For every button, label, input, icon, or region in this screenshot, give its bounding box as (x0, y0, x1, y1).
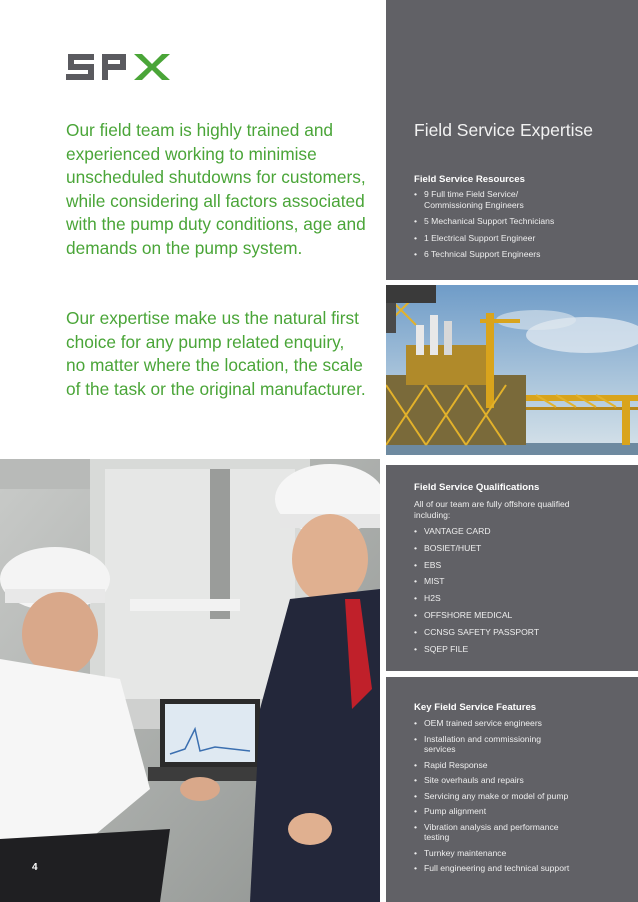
features-title: Key Field Service Features (414, 702, 537, 713)
list-item: • Full engineering and technical support (414, 863, 629, 874)
offshore-platform-photo (386, 285, 638, 455)
list-item: • Servicing any make or model of pump (414, 791, 629, 802)
features-list (414, 718, 629, 874)
list-item: • EBS (414, 560, 629, 571)
list-item: • 1 Electrical Support Engineer (414, 233, 629, 244)
list-item: • OFFSHORE MEDICAL (414, 610, 629, 621)
list-item: • Pump alignment (414, 806, 629, 817)
list-item: • Installation and commissioning services (414, 734, 564, 755)
panel-title: Field Service Expertise (414, 120, 593, 140)
list-item: • BOSIET/HUET (414, 543, 629, 554)
resources-title: Field Service Resources (414, 174, 525, 185)
list-item: • H2S (414, 593, 629, 604)
list-item: • OEM trained service engineers (414, 718, 629, 729)
key-field-service-features-panel (386, 677, 638, 902)
list-item: • SQEP FILE (414, 644, 629, 655)
spx-logo (66, 50, 176, 84)
page-number: 4 (32, 862, 38, 873)
resources-list (414, 189, 629, 260)
intro-paragraph-1: Our field team is highly trained and experienced working to minimise unscheduled shutdowns for customers, while considering all factors associated with the pump duty conditions, age and demands on the pump system. (66, 120, 366, 258)
qualifications-intro: All of our team are fully offshore qualified including: (414, 499, 570, 520)
list-item: • Rapid Response (414, 760, 629, 771)
list-item: • Site overhauls and repairs (414, 775, 629, 786)
field-service-qualifications-panel (386, 465, 638, 671)
qualifications-list (414, 526, 629, 654)
list-item: • Vibration analysis and performance testing (414, 822, 574, 843)
list-item: • CCNSG SAFETY PASSPORT (414, 627, 629, 638)
list-item: • 9 Full time Field Service/ Commissioning Engineers (414, 189, 564, 210)
list-item: • MIST (414, 576, 629, 587)
list-item: • 5 Mechanical Support Technicians (414, 216, 629, 227)
qualifications-title: Field Service Qualifications (414, 482, 540, 493)
list-item: • VANTAGE CARD (414, 526, 629, 537)
engineers-photo (0, 459, 380, 902)
field-service-expertise-panel (386, 0, 638, 280)
intro-paragraph-2: Our expertise make us the natural first choice for any pump related enquiry, no matter where the location, the scale of the task or the original manufacturer. (66, 308, 366, 399)
list-item: • 6 Technical Support Engineers (414, 249, 629, 260)
list-item: • Turnkey maintenance (414, 848, 629, 859)
